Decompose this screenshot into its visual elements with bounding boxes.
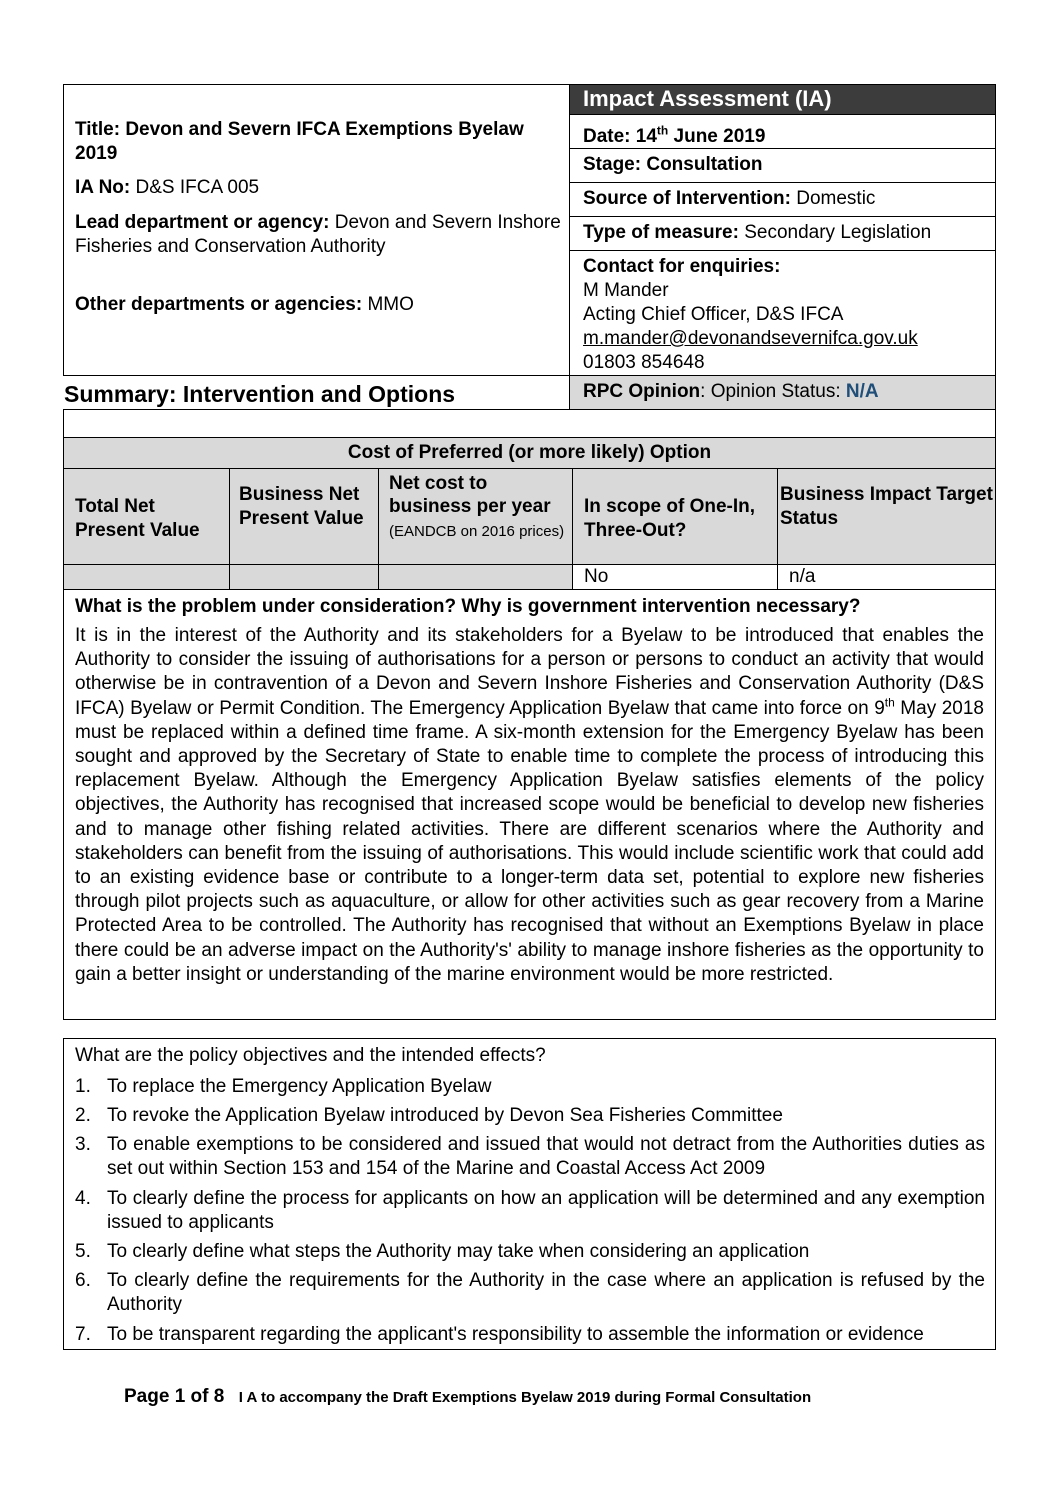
cost-value-cell [378, 564, 572, 589]
objective-item: 1. To replace the Emergency Application Byelaw [75, 1076, 492, 1097]
contact-email-link[interactable]: m.mander@devonandsevernifca.gov.uk [583, 328, 918, 349]
cost-col-scope: In scope of One-In, Three-Out? [572, 468, 777, 564]
objective-item: 7. To be transparent regarding the applicant's responsibility to assemble the information or evidence [75, 1324, 924, 1345]
cost-value-cell: No [572, 564, 777, 589]
page-footer [124, 1386, 954, 1408]
page-number: Page 1 of 8 [124, 1386, 225, 1407]
cost-col-bit-status: Business Impact Target Status [777, 468, 996, 564]
footer-caption: I A to accompany the Draft Exemptions Byelaw 2019 during Formal Consultation [238, 1389, 812, 1406]
objectives-question: What are the policy objectives and the intended effects? [75, 1045, 546, 1066]
objective-item: 4. To clearly define the process for applicants on how an application will be determined and any exemption issued to applicants [75, 1188, 985, 1233]
objective-item: 2. To revoke the Application Byelaw introduced by Devon Sea Fisheries Committee [75, 1105, 783, 1126]
summary-heading: Summary: Intervention and Options [64, 381, 456, 407]
spacer-row [63, 409, 996, 437]
objective-item: 5. To clearly define what steps the Authority may take when considering an application [75, 1241, 810, 1262]
problem-paragraph: It is in the interest of the Authority and its stakeholders for a Byelaw to be introduced that enables the Authority to consider the issuing of authorisations for a person or persons to conduct an activity that would otherwise be in contravention of a Devon and Severn Inshore Fisheries and Conservation Authority (D&S IFCA) Byelaw or Permit Condition. The Emergency Application Byelaw that came into force on 9th May 2018 must be replaced within a defined time frame. A six-month extension for the Emergency Byelaw has been sought and approved by the Secretary of State to enable time to complete the process of introducing this replacement Byelaw. Although the Emergency Application Byelaw satisfies elements of the policy objectives, the Authority has recognised that increased scope would be beneficial to develop new fisheries and to manage other fishing related activities. There are different scenarios where the Authority and stakeholders can benefit from the issuing of authorisations. This would include scientific work that could add to an existing evidence base or contribute to a longer-term data set, potential to explore new fisheries through pilot projects such as aquaculture, or allow for other activities such as gear recovery from a Marine Protected Area to be controlled. The Authority has recognised that without an Exemptions Byelaw in place there could be an adverse impact on the Authority's' ability to manage inshore fisheries as the opportunity to gain a better insight or understanding of the marine environment would be more restricted. [75, 625, 984, 985]
ia-title: Title: Devon and Severn IFCA Exemptions Byelaw 2019 [75, 119, 524, 164]
cost-table-title: Cost of Preferred (or more likely) Option [63, 437, 996, 468]
objective-item: 6. To clearly define the requirements for the Authority in the case where an application is refused by the Authority [75, 1270, 985, 1315]
impact-assessment-heading: Impact Assessment (IA) [570, 85, 995, 114]
stage-row: Stage: Consultation [570, 148, 995, 182]
ia-number: IA No: D&S IFCA 005 [75, 177, 260, 198]
contact-row: Contact for enquiries: M Mander Acting Chief Officer, D&S IFCA m.mander@devonandsevernifca.gov.uk 01803 854648 [570, 250, 995, 375]
cost-value-cell: n/a [777, 564, 996, 589]
date-row: Date: 14th June 2019 [570, 114, 995, 148]
lead-department: Lead department or agency: Devon and Severn Inshore Fisheries and Conservation Authority [75, 212, 561, 257]
measure-row: Type of measure: Secondary Legislation [570, 216, 995, 250]
problem-question: What is the problem under consideration? Why is government intervention necessary? [75, 596, 861, 617]
cost-value-cell [63, 564, 229, 589]
rpc-opinion-cell: RPC Opinion: Opinion Status: N/A [569, 376, 996, 409]
cost-col-net-cost: Net cost to business per year (EANDCB on 2016 prices) [378, 468, 572, 564]
cost-col-business-npv: Business Net Present Value [229, 468, 378, 564]
other-departments: Other departments or agencies: MMO [75, 294, 414, 315]
cost-col-total-npv: Total Net Present Value [63, 468, 229, 564]
source-row: Source of Intervention: Domestic [570, 182, 995, 216]
objective-item: 3. To enable exemptions to be considered and issued that would not detract from the Authorities duties as set out within Section 153 and 154 of the Marine and Coastal Access Act 2009 [75, 1134, 985, 1179]
cost-value-cell [229, 564, 378, 589]
